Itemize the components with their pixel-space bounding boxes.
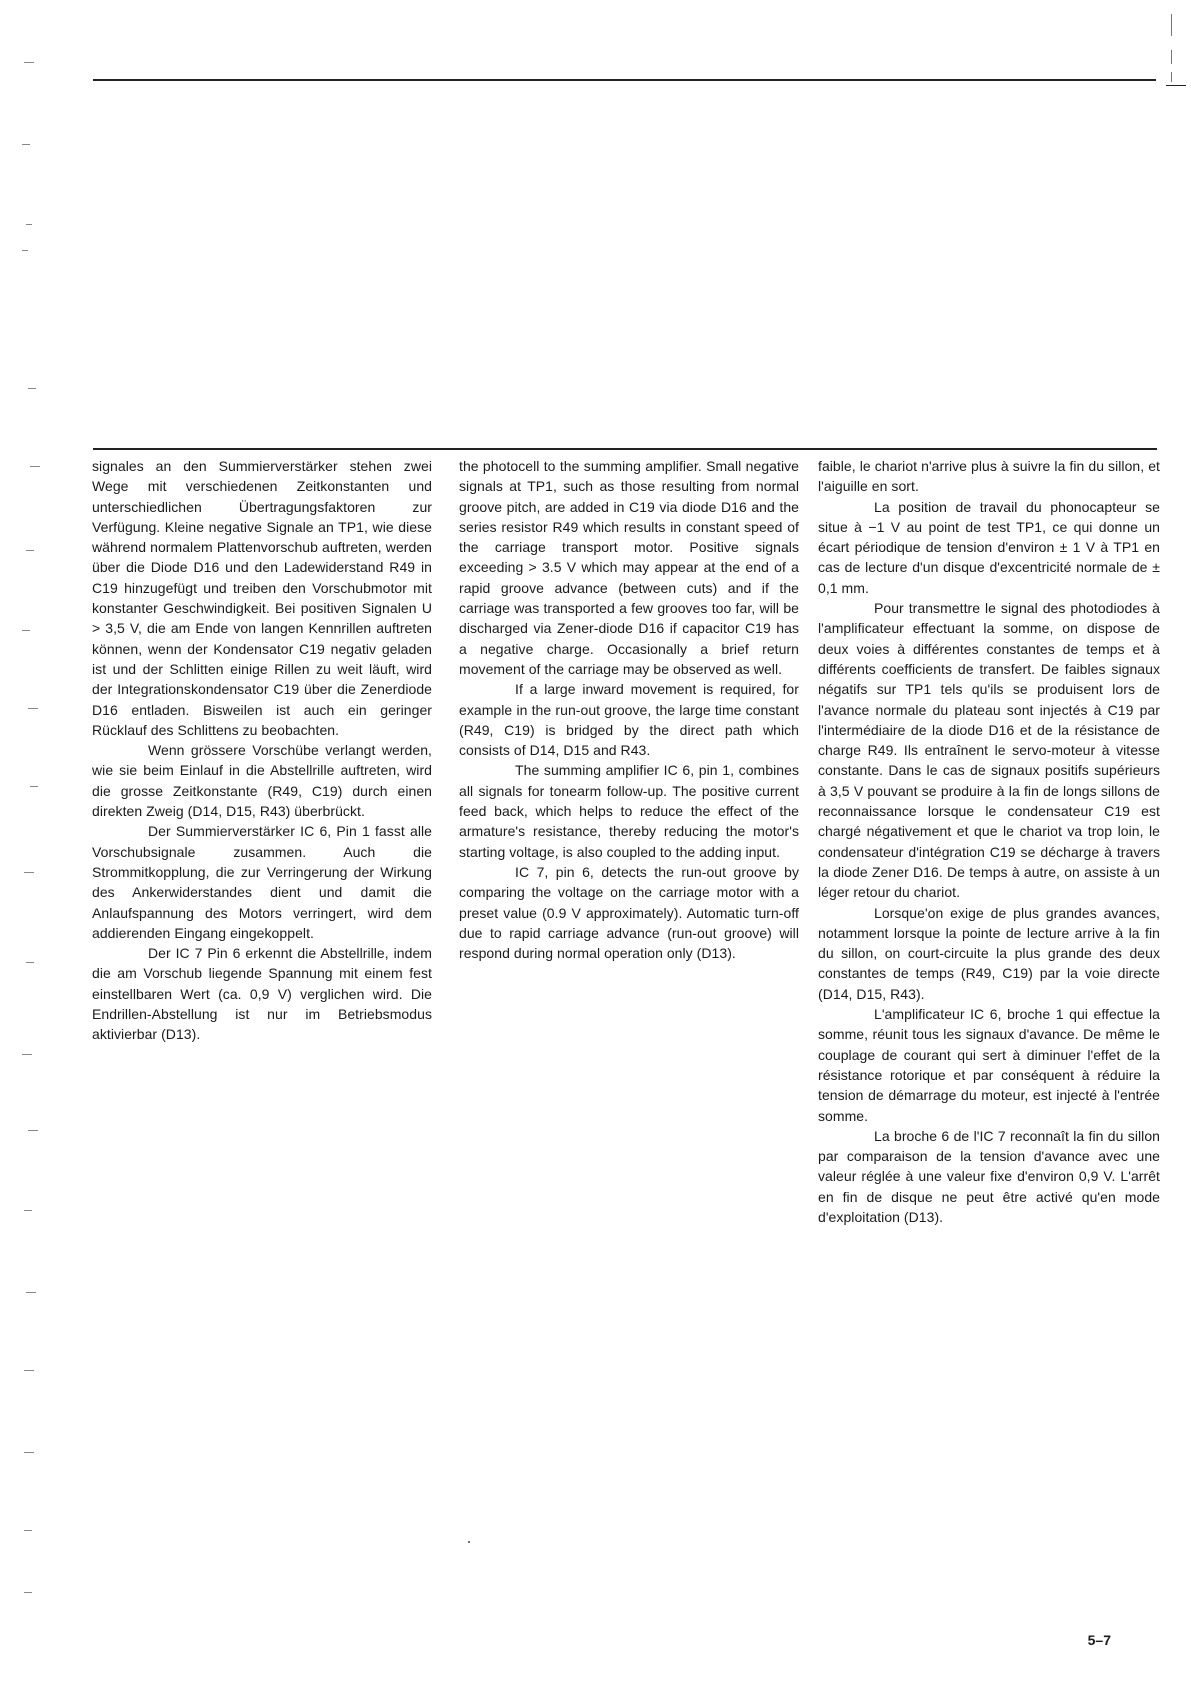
french-paragraph: Lorsque'on exige de plus grandes avances, notamment lorsque la pointe de lecture arrive à la fin du sillon, on court-circuite la plus grande des deux constantes de temps (R49, C19) par la voie directe (D14, D15, R43). [818, 904, 1160, 1002]
page-number: 5–7 [1087, 1632, 1111, 1648]
scan-edge-marks [1167, 10, 1181, 100]
english-paragraph: The summing amplifier IC 6, pin 1, combines all signals for tonearm follow-up. The positive current feed back, which helps to reduce the effect of the armature's resistance, thereby reducing the motor's starting voltage, is also coupled to the adding input. [459, 762, 799, 860]
german-paragraph: Wenn grössere Vorschübe verlangt werden, wie sie beim Einlauf in die Abstellrille auftreten, wird die grosse Zeitkonstante (R49, C19) durch einen direkten Zweig (D14, D15, R43) überbrückt. [92, 742, 432, 820]
french-paragraph: Pour transmettre le signal des photodiodes à l'amplificateur effectuant la somme, on dispose de deux voies à différentes constantes de temps et à différents coefficients de transfert. De faibles signaux négatifs sur TP1 tels qu'ils se produisent lors de l'avance normale du plateau sont injectés à C19 par l'intermédiaire de la diode D16 et de la résistance de charge R49. Ils entraînent le servo-moteur à vitesse constante. Dans le cas de signaux positifs supérieurs à 3,5 V pouvant se produire à la fin de longs sillons de reconnaissance lorsque le condensateur C19 est chargé négativement et que le chariot va trop loin, le condensateur d'intégration C19 se décharge à travers la diode Zener D16. De temps à autre, on assiste à un léger retour du chariot. [818, 600, 1160, 901]
french-paragraph: L'amplificateur IC 6, broche 1 qui effectue la somme, réunit tous les signaux d'avance. De même le couplage de courant qui sert à diminuer l'effet de la résistance rotorique et par conséquent à réduire la tension de démarrage du moteur, est injecté à l'entrée somme. [818, 1006, 1160, 1124]
german-column [92, 456, 432, 1045]
french-paragraph: faible, le chariot n'arrive plus à suivre la fin du sillon, et l'aiguille en sort. [818, 458, 1160, 495]
english-column [459, 456, 799, 963]
column-top-rule [93, 448, 1157, 450]
header-rule [93, 79, 1156, 81]
german-paragraph: Der IC 7 Pin 6 erkennt die Abstellrille, indem die am Vorschub liegende Spannung mit einem fest einstellbaren Wert (ca. 0,9 V) verglichen wird. Die Endrillen-Abstellung ist nur im Betriebsmodus aktivierbar (D13). [92, 945, 432, 1043]
french-paragraph: La position de travail du phonocapteur se situe à −1 V au point de test TP1, ce qui donne un écart périodique de tension d'environ ± 1 V à TP1 en cas de lecture d'un disque d'excentricité normale de ± 0,1 mm. [818, 498, 1160, 596]
english-paragraph: If a large inward movement is required, for example in the run-out groove, the large time constant (R49, C19) is bridged by the direct path which consists of D14, D15 and R43. [459, 681, 799, 759]
scan-speck [468, 1541, 470, 1543]
english-paragraph: the photocell to the summing amplifier. Small negative signals at TP1, such as those resulting from normal groove pitch, are added in C19 via diode D16 and the series resistor R49 which results in constant speed of the carriage transport motor. Positive signals exceeding > 3.5 V which may appear at the end of a rapid groove advance (between cuts) and if the carriage was transported a few grooves too far, will be discharged via Zener-diode D16 if capacitor C19 has a negative charge. Occasionally a brief return movement of the carriage may be observed as well. [459, 458, 799, 677]
german-paragraph: signales an den Summierverstärker stehen zwei Wege mit verschiedenen Zeitkonstanten und unterschiedlichen Übertragungsfaktoren zur Verfügung. Kleine negative Signale an TP1, wie diese während normalem Plattenvorschub auftreten, werden über die Diode D16 und den Ladewiderstand R49 in C19 hinzugefügt und treiben den Vorschubmotor mit konstanter Geschwindigkeit. Bei positiven Signalen U > 3,5 V, die am Ende von langen Kennrillen auftreten können, wenn der Kondensator C19 negativ geladen ist und der Schlitten einige Rillen zu weit läuft, wird der Integrationskondensator C19 über die Zenerdiode D16 entladen. Bisweilen ist auch ein geringer Rücklauf des Schlittens zu beobachten. [92, 458, 432, 738]
french-paragraph: La broche 6 de l'IC 7 reconnaît la fin du sillon par comparaison de la tension d'avance avec une valeur réglée à une valeur fixe d'environ 0,9 V. L'arrêt en fin de disque ne peut être activé qu'en mode d'exploitation (D13). [818, 1127, 1160, 1225]
french-column [818, 456, 1160, 1227]
scan-margin-dots [18, 40, 48, 1640]
german-paragraph: Der Summierverstärker IC 6, Pin 1 fasst alle Vorschubsignale zusammen. Auch die Strommitkopplung, die zur Verringerung der Wirkung des Ankerwiderstandes dient und damit die Anlaufspannung des Motors verringert, wird dem addierenden Eingang eingekoppelt. [92, 823, 432, 941]
english-paragraph: IC 7, pin 6, detects the run-out groove by comparing the voltage on the carriage motor with a preset value (0.9 V approximately). Automatic turn-off due to rapid carriage advance (run-out groove) will respond during normal operation only (D13). [459, 863, 799, 962]
